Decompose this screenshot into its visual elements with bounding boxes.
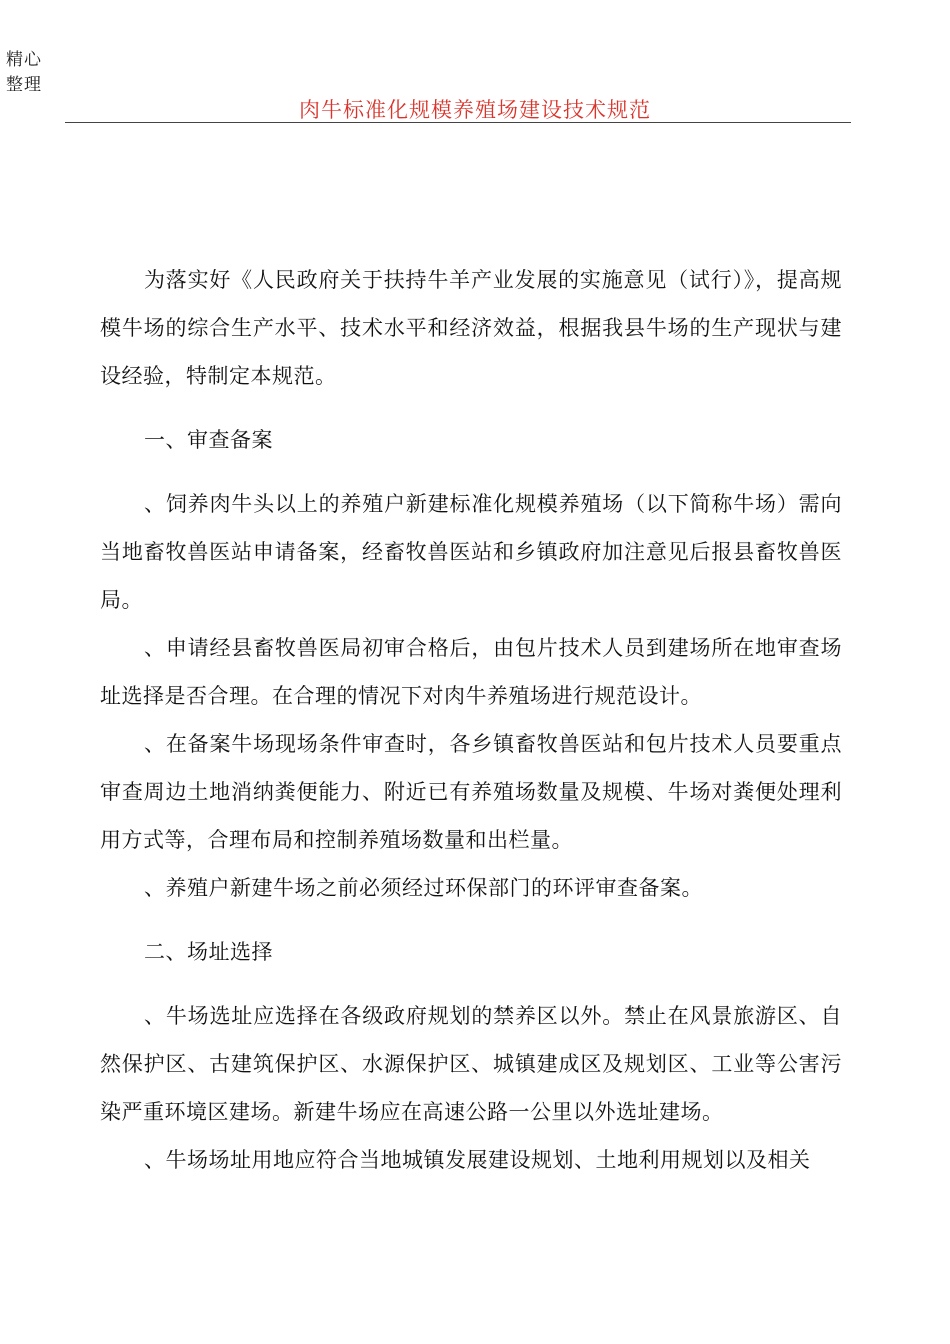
document-title: 肉牛标准化规模养殖场建设技术规范 [299,98,651,122]
corner-note: 精心整理 [6,50,42,95]
section2-item-2: 、牛场场址用地应符合当地城镇发展建设规划、土地利用规划以及相关 [144,1148,811,1172]
document-body [100,256,842,1184]
section1-item-4: 、养殖户新建牛场之前必须经过环保部门的环评审查备案。 [144,876,703,900]
section2-item-1: 、牛场选址应选择在各级政府规划的禁养区以外。禁止在风景旅游区、自然保护区、古建筑保护区、水源保护区、城镇建成区及规划区、工业等公害污染严重环境区建场。新建牛场应在高速公路一公里以外选址建场。 [100,1004,842,1124]
section1-item-3: 、在备案牛场现场条件审查时，各乡镇畜牧兽医站和包片技术人员要重点审查周边土地消纳粪便能力、附近已有养殖场数量及规模、牛场对粪便处理利用方式等，合理布局和控制养殖场数量和出栏量。 [100,732,842,852]
section-heading-review: 一、审查备案 [144,428,273,452]
section-heading-site-selection: 二、场址选择 [144,940,273,964]
section1-item-2: 、申请经县畜牧兽医局初审合格后，由包片技术人员到建场所在地审查场址选择是否合理。在合理的情况下对肉牛养殖场进行规范设计。 [100,636,842,708]
intro-paragraph: 为落实好《人民政府关于扶持牛羊产业发展的实施意见（试行）》，提高规模牛场的综合生产水平、技术水平和经济效益，根据我县牛场的生产现状与建设经验，特制定本规范。 [100,268,842,388]
section1-item-1: 、饲养肉牛头以上的养殖户新建标准化规模养殖场（以下简称牛场）需向当地畜牧兽医站申请备案，经畜牧兽医站和乡镇政府加注意见后报县畜牧兽医局。 [100,492,842,612]
title-underline [65,122,851,123]
